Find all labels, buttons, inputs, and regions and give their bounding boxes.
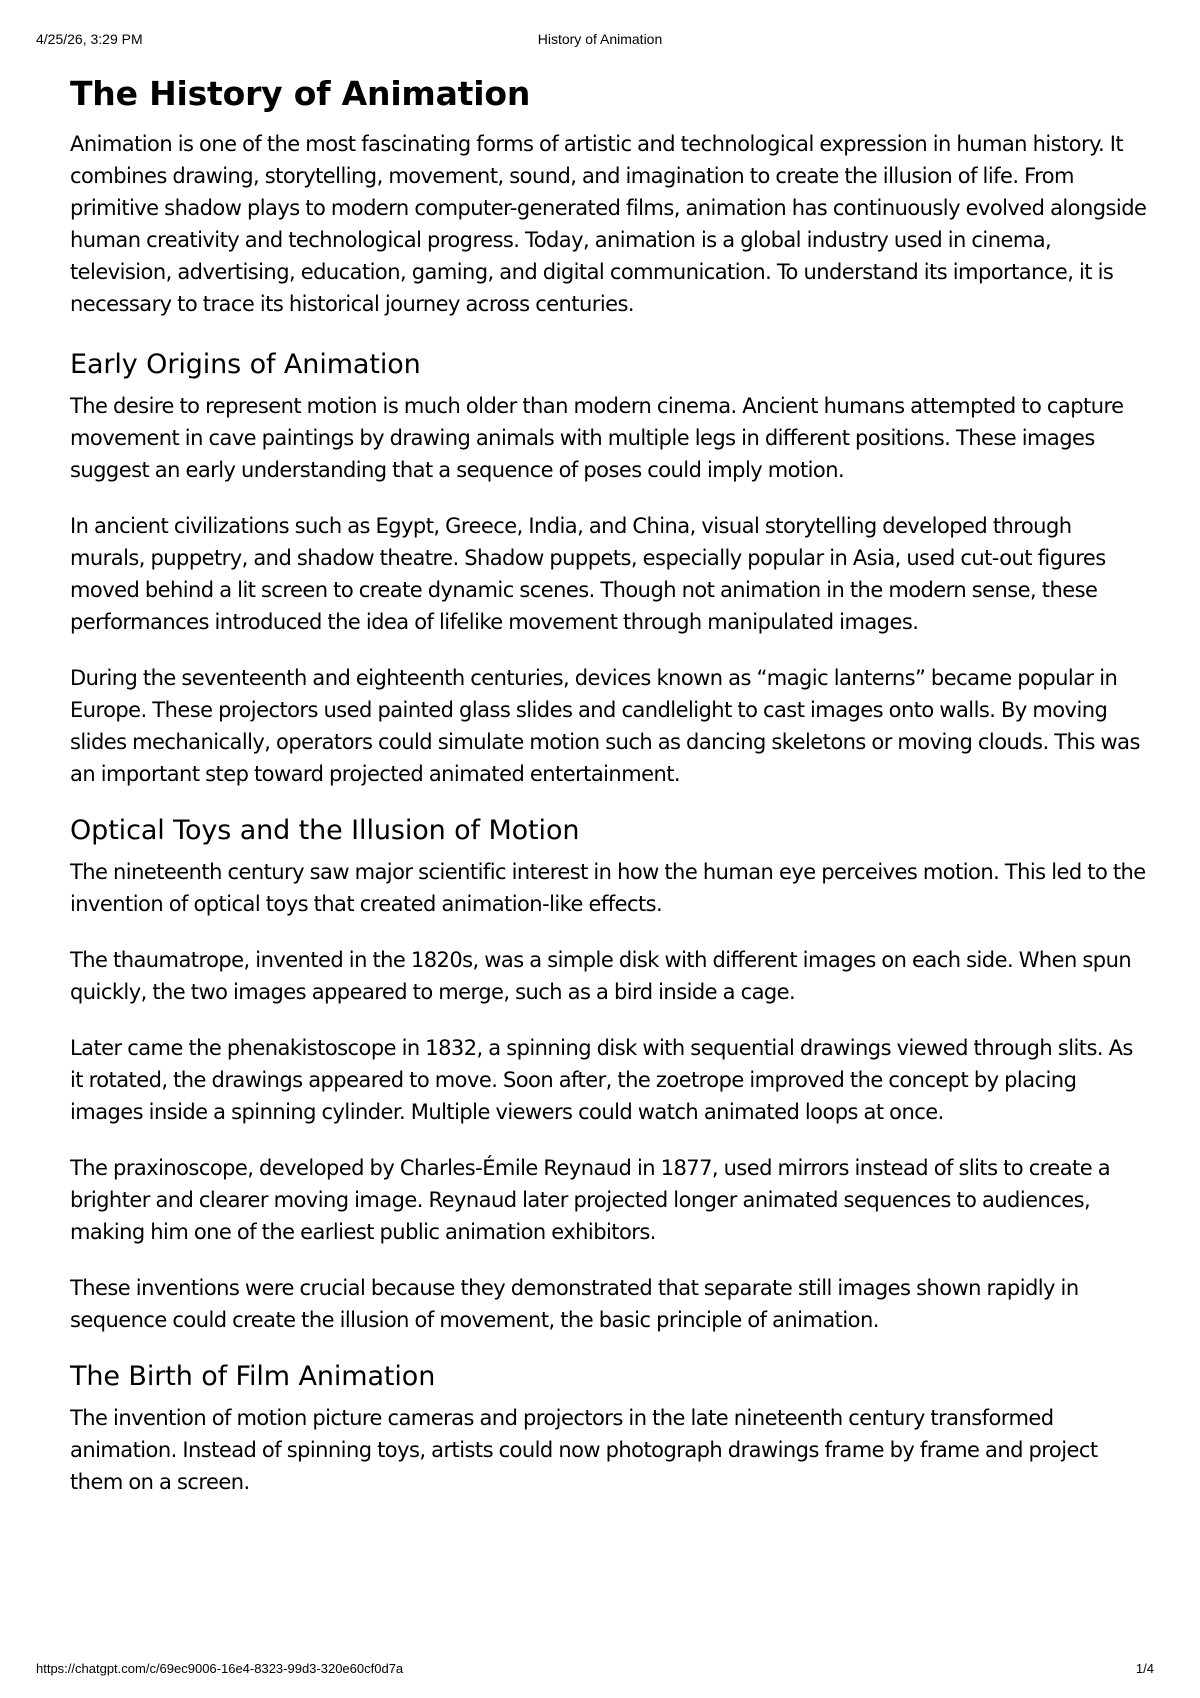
paragraph: The thaumatrope, invented in the 1820s, was a simple disk with different images on each side. When spun quickly, the two images appeared to merge, such as a bird inside a cage. xyxy=(70,948,1132,1004)
section-early-origins xyxy=(70,348,1150,790)
print-footer xyxy=(36,1661,1164,1681)
page-number: 1/4 xyxy=(1135,1661,1154,1676)
intro-paragraph: Animation is one of the most fascinating forms of artistic and technological expression in human history. It combines drawing, storytelling, movement, sound, and imagination to create the illusion of life. From primitive shadow plays to modern computer-generated films, animation has continuously evolved alongside human creativity and technological progress. Today, animation is a global industry used in cinema, television, advertising, education, gaming, and digital communication. To understand its importance, it is necessary to trace its historical journey across centuries. xyxy=(70,132,1147,316)
paragraph: Later came the phenakistoscope in 1832, a spinning disk with sequential drawings viewed through slits. As it rotated, the drawings appeared to move. Soon after, the zoetrope improved the concept by placing images inside a spinning cylinder. Multiple viewers could watch animated loops at once. xyxy=(70,1036,1133,1124)
document-body xyxy=(70,72,1150,1522)
paragraph: These inventions were crucial because they demonstrated that separate still images shown rapidly in sequence could create the illusion of movement, the basic principle of animation. xyxy=(70,1276,1079,1332)
print-page-title: History of Animation xyxy=(537,31,663,47)
document-title: The History of Animation xyxy=(70,74,531,113)
paragraph: The desire to represent motion is much older than modern cinema. Ancient humans attempted to capture movement in cave paintings by drawing animals with multiple legs in different positions. These images suggest an early understanding that a sequence of poses could imply motion. xyxy=(70,394,1124,482)
section-optical-toys xyxy=(70,814,1150,1336)
paragraph: The invention of motion picture cameras and projectors in the late nineteenth century transformed animation. Instead of spinning toys, artists could now photograph drawings frame by frame and project them on a screen. xyxy=(70,1406,1098,1494)
paragraph: The nineteenth century saw major scientific interest in how the human eye perceives motion. This led to the invention of optical toys that created animation-like effects. xyxy=(70,860,1146,916)
section-heading: The Birth of Film Animation xyxy=(70,1361,436,1392)
print-datetime: 4/25/26, 3:29 PM xyxy=(36,31,143,47)
paragraph: During the seventeenth and eighteenth centuries, devices known as “magic lanterns” became popular in Europe. These projectors used painted glass slides and candlelight to cast images onto walls. By moving slides mechanically, operators could simulate motion such as dancing skeletons or moving clouds. This was an important step toward projected animated entertainment. xyxy=(70,666,1140,786)
print-header xyxy=(36,31,1164,51)
source-url-link[interactable]: https://chatgpt.com/c/69ec9006-16e4-8323-99d3-320e60cf0d7a xyxy=(36,1661,404,1676)
section-heading: Optical Toys and the Illusion of Motion xyxy=(70,815,580,846)
paragraph: In ancient civilizations such as Egypt, Greece, India, and China, visual storytelling developed through murals, puppetry, and shadow theatre. Shadow puppets, especially popular in Asia, used cut-out figures moved behind a lit screen to create dynamic scenes. Though not animation in the modern sense, these performances introduced the idea of lifelike movement through manipulated images. xyxy=(70,514,1106,634)
section-heading: Early Origins of Animation xyxy=(70,349,421,380)
section-birth-of-film xyxy=(70,1360,1150,1498)
paragraph: The praxinoscope, developed by Charles-Émile Reynaud in 1877, used mirrors instead of slits to create a brighter and clearer moving image. Reynaud later projected longer animated sequences to audiences, making him one of the earliest public animation exhibitors. xyxy=(70,1156,1111,1244)
